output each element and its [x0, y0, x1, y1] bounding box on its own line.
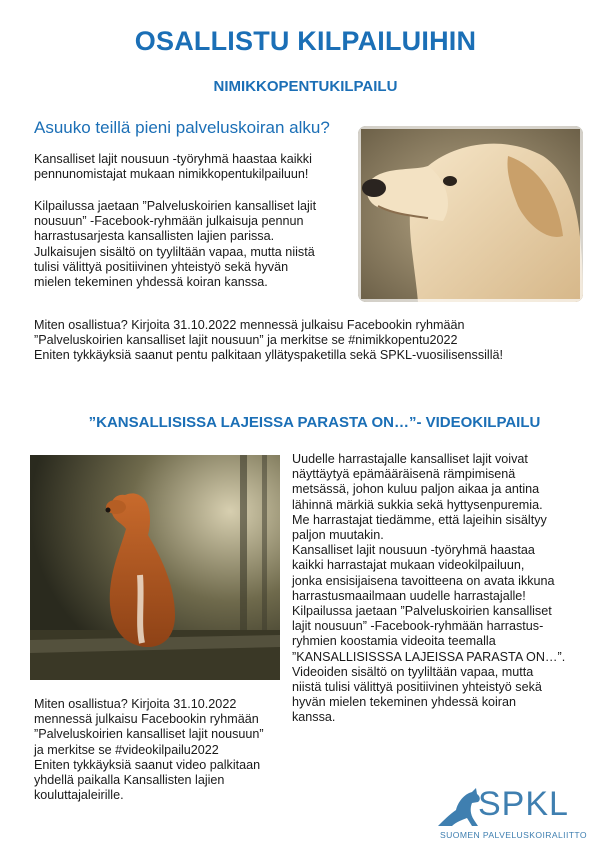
text-line: lajit nousuun” -Facebook-ryhmään harrastus-	[292, 619, 544, 634]
section2-right-text	[292, 452, 592, 726]
text-line: Kansalliset lajit nousuun -työryhmä haastaa kaikki	[34, 152, 312, 166]
text-line: lähinnä märkiä sukkia sekä hyttysenpuremia.	[292, 497, 543, 512]
text-line: metsässä, johon kuluu paljon aikaa ja antina	[292, 482, 540, 497]
text-line: Eniten tykkäyksiä saanut pentu palkitaan yllätyspaketilla sekä SPKL-vuosilisenssillä!	[34, 348, 504, 363]
text-line: Videoiden sisältö on tyyliltään vapaa, mutta	[292, 664, 534, 679]
text-line: ryhmien koostamia videoita teemalla	[292, 634, 496, 649]
text-line: mennessä julkaisu Facebookin ryhmään	[34, 712, 259, 727]
section2-heading: ”KANSALLISISSA LAJEISSA PARASTA ON…”- VIDEOKILPAILU	[88, 414, 541, 431]
text-line: Julkaisujen sisältö on tyyliltään vapaa, mutta niistä	[34, 244, 315, 259]
text-line: Uudelle harrastajalle kansalliset lajit voivat	[292, 452, 528, 466]
text-line: niistä tulisi välittyä positiivinen yhteistyö sekä	[292, 680, 542, 695]
text-line: Miten osallistua? Kirjoita 31.10.2022	[34, 697, 237, 711]
text-line: kouluttajaleirille.	[34, 788, 124, 803]
text-line: kanssa.	[292, 710, 336, 725]
dog-forest-photo	[30, 455, 280, 680]
text-line: mielen tekeminen yhdessä koiran kanssa.	[34, 275, 268, 290]
page-title: OSALLISTU KILPAILUIHIN	[134, 26, 477, 56]
section1-paragraph2	[34, 199, 364, 290]
text-line: näyttäytyä epämääräisenä rämpimisenä	[292, 467, 516, 482]
section1-paragraph1	[34, 152, 364, 182]
text-line: Kilpailussa jaetaan ”Palveluskoirien kansalliset	[292, 604, 552, 619]
text-line: ja merkitse se #videokilpailu2022	[34, 742, 219, 757]
text-line: Kansalliset lajit nousuun -työryhmä haastaa	[292, 543, 535, 558]
section1-heading: NIMIKKOPENTUKILPAILU	[213, 78, 398, 95]
section2-left-text	[34, 697, 294, 803]
text-line: ”KANSALLISISSSA LAJEISSA PARASTA ON…”.	[292, 649, 566, 664]
text-line: yhdellä paikalla Kansallisten lajien	[34, 773, 225, 788]
text-line: pennunomistajat mukaan nimikkopentukilpailuun!	[34, 167, 309, 182]
section1-paragraph3	[34, 318, 579, 364]
text-line: hyvän mielen tekeminen yhdessä koiran	[292, 695, 517, 710]
text-line: jonka ensisijaisena tavoitteena on avata ikkuna	[292, 573, 555, 588]
puppy-photo	[358, 126, 583, 302]
text-line: kaikki harrastajat mukaan videokilpailuun,	[292, 558, 525, 573]
text-line: Eniten tykkäyksiä saanut video palkitaan	[34, 757, 261, 772]
text-line: Miten osallistua? Kirjoita 31.10.2022 mennessä julkaisu Facebookin ryhmään	[34, 318, 465, 332]
text-line: harrastusarjesta kansallisten lajien parissa.	[34, 229, 275, 244]
text-line: harrastusmaailmaan uudelle harrastajalle!	[292, 588, 526, 603]
text-line: Me harrastajat tiedämme, että lajeihin sisältyy	[292, 512, 547, 527]
dog-silhouette-icon	[434, 784, 484, 834]
text-line: ”Palveluskoirien kansalliset lajit nousuun” ja merkitse se #nimikkopentu2022	[34, 333, 458, 348]
section1-question: Asuuko teillä pieni palveluskoiran alku?	[34, 118, 330, 137]
text-line: paljon muutakin.	[292, 528, 384, 543]
text-line: ”Palveluskoirien kansalliset lajit nousuun”	[34, 727, 264, 742]
text-line: tulisi välittyä positiivinen yhteistyö sekä hyvän	[34, 259, 289, 274]
text-line: nousuun” -Facebook-ryhmään julkaisuja pennun	[34, 214, 304, 229]
logo-wordmark: SPKL	[478, 785, 569, 823]
logo-subtitle: SUOMEN PALVELUSKOIRALIITTO	[440, 830, 587, 840]
text-line: Kilpailussa jaetaan ”Palveluskoirien kansalliset lajit	[34, 199, 317, 213]
